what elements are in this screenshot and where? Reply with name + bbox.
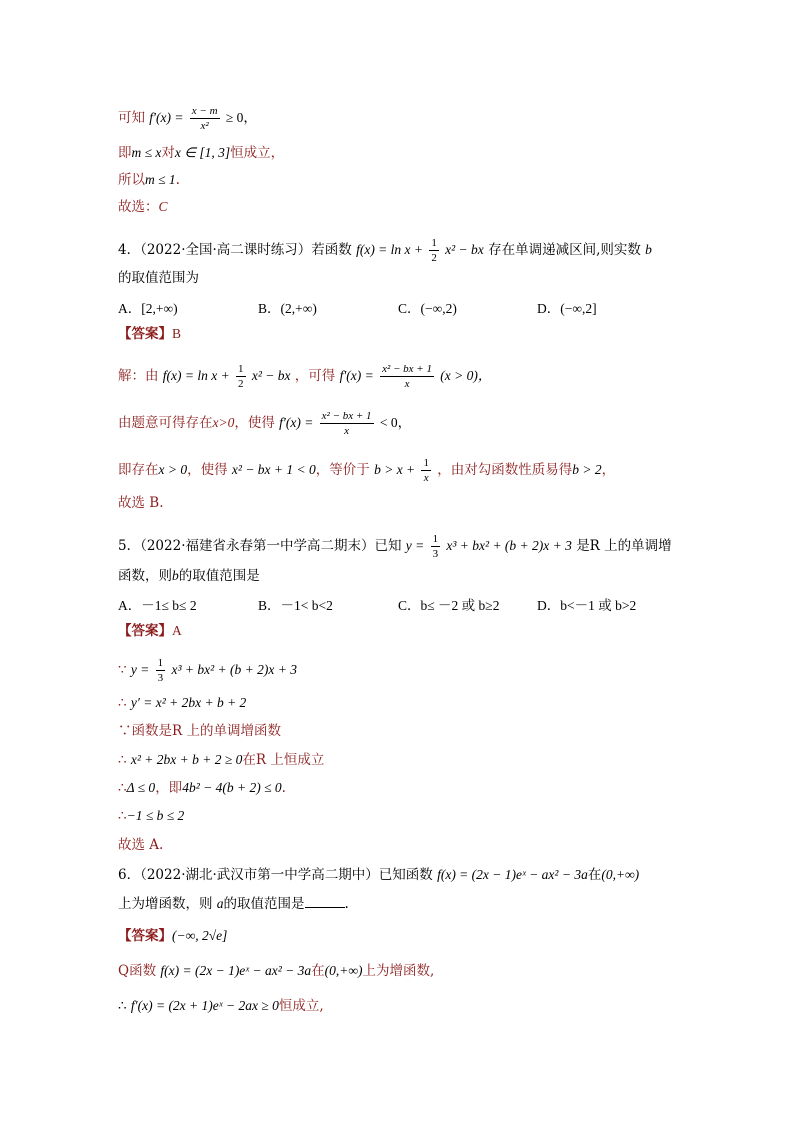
numerator: 1 bbox=[423, 457, 429, 469]
q5-stem bbox=[118, 532, 672, 561]
math: f′(x) = (2x + 1)eˣ − 2ax ≥ 0 bbox=[130, 998, 279, 1013]
denominator: x bbox=[423, 472, 429, 484]
q4-answer bbox=[118, 324, 181, 344]
q5-choice: 故选 A. bbox=[118, 837, 164, 853]
q4-solution-1 bbox=[118, 362, 491, 391]
numerator: 1 bbox=[157, 657, 164, 669]
q4-choice: 故选 B. bbox=[118, 495, 164, 511]
q5-option-d: D．b<－1 或 b>2 bbox=[537, 598, 637, 613]
fraction bbox=[380, 362, 434, 391]
math: Δ ≤ 0 bbox=[126, 780, 156, 795]
conclusion-line bbox=[118, 170, 180, 190]
numerator: 1 bbox=[238, 363, 244, 375]
q5-solution-5 bbox=[118, 778, 286, 798]
answer-value: B bbox=[172, 326, 182, 341]
math: x>0 bbox=[212, 415, 235, 430]
math: < 0， bbox=[379, 415, 412, 430]
text: ，可得 bbox=[294, 368, 336, 384]
choice: C bbox=[158, 199, 168, 214]
text: 即 bbox=[118, 145, 132, 161]
q5-solution-3: ∵函数是R 上的单调增函数 bbox=[118, 723, 281, 739]
text: . bbox=[281, 780, 286, 796]
text: Q函数 bbox=[118, 963, 157, 979]
text: 的取值范围是 bbox=[223, 896, 305, 912]
math: x² + 2bx + b + 2 ≥ 0 bbox=[130, 752, 243, 767]
denominator: x² bbox=[200, 120, 209, 132]
q4-stem bbox=[118, 236, 652, 265]
denominator: 3 bbox=[432, 548, 439, 560]
text: 的取值范围为 bbox=[118, 270, 199, 286]
q4-solution-3 bbox=[118, 456, 615, 485]
q4-option-a: A．[2,+∞) bbox=[118, 301, 178, 316]
math: ≥ 0， bbox=[225, 110, 257, 125]
q4-option-d: D．(−∞,2] bbox=[537, 301, 597, 316]
text: . bbox=[175, 172, 180, 188]
q5-solution-6 bbox=[118, 806, 184, 826]
q6-stem-cont bbox=[118, 894, 349, 914]
text: 对 bbox=[161, 145, 175, 161]
text: ，由对勾函数性质易得 bbox=[437, 462, 573, 478]
text: 所以 bbox=[118, 172, 145, 188]
text: 解：由 bbox=[118, 368, 159, 384]
text: 可知 bbox=[118, 110, 145, 126]
text: 存在单调递减区间,则实数 bbox=[488, 242, 641, 258]
text: 在 bbox=[311, 963, 325, 979]
text: 故选： bbox=[118, 199, 159, 215]
q5-answer bbox=[118, 621, 182, 641]
denominator: x bbox=[404, 378, 410, 390]
choice-line bbox=[118, 197, 168, 217]
answer-blank bbox=[305, 895, 345, 908]
text: ，使得 bbox=[187, 462, 228, 478]
denominator: 2 bbox=[431, 252, 437, 264]
text: 在R 上恒成立 bbox=[242, 752, 325, 768]
text: 5．（2022·福建省永春第一中学高二期末）已知 bbox=[118, 538, 402, 554]
math: f′(x) = bbox=[279, 415, 314, 430]
q5-solution-1 bbox=[118, 656, 297, 685]
answer-label: 【答案】 bbox=[118, 623, 172, 639]
numerator: x² − bx + 1 bbox=[321, 410, 372, 422]
math: b bbox=[645, 242, 652, 257]
q5-stem-cont bbox=[118, 566, 260, 586]
q4-solution-2 bbox=[118, 409, 411, 438]
q4-option-b: B．(2,+∞) bbox=[258, 301, 317, 316]
math: x² − bx + 1 < 0 bbox=[231, 462, 316, 477]
fraction bbox=[431, 532, 441, 561]
q4-option-c: C．(−∞,2) bbox=[398, 301, 457, 316]
math: 4b² − 4(b + 2) ≤ 0 bbox=[182, 780, 282, 795]
math: x³ + bx² + (b + 2)x + 3 bbox=[446, 538, 572, 553]
derivative-line bbox=[118, 104, 257, 133]
text: 由题意可得存在 bbox=[118, 415, 213, 431]
text: 6．（2022·湖北·武汉市第一中学高二期中）已知函数 bbox=[118, 867, 433, 883]
q5-solution-2 bbox=[118, 693, 246, 713]
text: 4．（2022·全国·高二课时练习）若函数 bbox=[118, 242, 352, 258]
q6-answer bbox=[118, 926, 227, 946]
fraction bbox=[156, 656, 166, 685]
q4-stem-cont bbox=[118, 268, 199, 288]
text: ∴ bbox=[118, 695, 127, 711]
text: ， bbox=[601, 462, 616, 478]
math: x > 0 bbox=[158, 462, 188, 477]
numerator: x − m bbox=[191, 105, 218, 117]
fraction bbox=[429, 236, 439, 265]
text: ，使得 bbox=[234, 415, 275, 431]
q6-solution-2 bbox=[118, 996, 324, 1016]
denominator: 2 bbox=[238, 378, 244, 390]
answer-value: A bbox=[172, 623, 182, 638]
denominator: x bbox=[344, 425, 350, 437]
math: x² − bx bbox=[445, 242, 484, 257]
math: f(x) = (2x − 1)eˣ − ax² − 3a bbox=[437, 867, 588, 882]
text: 函数，则 bbox=[118, 568, 172, 584]
math: y′ = x² + 2bx + b + 2 bbox=[130, 695, 247, 710]
math: x² − bx bbox=[251, 368, 291, 383]
numerator: 1 bbox=[431, 237, 437, 249]
fraction bbox=[421, 456, 431, 485]
math: b > 2 bbox=[572, 462, 602, 477]
text: 恒成立, bbox=[278, 998, 324, 1014]
math: x³ + bx² + (b + 2)x + 3 bbox=[171, 662, 297, 677]
math: (x > 0)， bbox=[440, 368, 492, 383]
math: f(x) = ln x + bbox=[356, 242, 424, 257]
text: 上为增函数, bbox=[362, 963, 435, 979]
text: ∴ bbox=[118, 808, 127, 824]
math: (0,+∞) bbox=[601, 867, 640, 882]
text: 的取值范围是 bbox=[178, 568, 260, 584]
denominator: 3 bbox=[157, 672, 164, 684]
condition-line bbox=[118, 143, 284, 163]
q6-stem bbox=[118, 865, 639, 885]
answer-label: 【答案】 bbox=[118, 326, 172, 342]
math: y = bbox=[405, 538, 425, 553]
q5-option-a: A．－1≤ b≤ 2 bbox=[118, 598, 197, 613]
fraction bbox=[320, 409, 374, 438]
q6-solution-1 bbox=[118, 961, 434, 981]
text: ∴ bbox=[118, 752, 127, 768]
math: b > x + bbox=[374, 462, 416, 477]
q5-option-c: C．b≤ －2 或 b≥2 bbox=[398, 598, 500, 613]
text: ，即 bbox=[155, 780, 183, 796]
text: 恒成立， bbox=[230, 145, 285, 161]
q5-option-b: B．－1< b<2 bbox=[258, 598, 333, 613]
math: b bbox=[172, 568, 179, 583]
math: f′(x) = bbox=[149, 110, 184, 125]
numerator: 1 bbox=[432, 533, 439, 545]
math: m ≤ 1 bbox=[145, 172, 176, 187]
text: ∵ bbox=[118, 662, 127, 678]
text: . bbox=[344, 896, 349, 912]
math: (0,+∞) bbox=[324, 963, 363, 978]
math: a bbox=[216, 896, 224, 911]
text: 是R 上的单调增 bbox=[576, 538, 672, 554]
answer-label: 【答案】 bbox=[118, 928, 172, 944]
math: f(x) = ln x + bbox=[162, 368, 230, 383]
fraction bbox=[236, 362, 246, 391]
math: f′(x) = bbox=[339, 368, 374, 383]
fraction bbox=[190, 104, 220, 133]
math: f(x) = (2x − 1)eˣ − ax² − 3a bbox=[160, 963, 312, 978]
numerator: x² − bx + 1 bbox=[382, 363, 432, 375]
text: ，等价于 bbox=[315, 462, 370, 478]
answer-value: (−∞, 2√e] bbox=[172, 928, 228, 943]
text: 上为增函数，则 bbox=[118, 896, 213, 912]
math: −1 ≤ b ≤ 2 bbox=[126, 808, 185, 823]
text: 在 bbox=[587, 867, 602, 883]
math: x ∈ [1, 3] bbox=[174, 145, 231, 160]
text: ∴ bbox=[118, 780, 127, 796]
math: y = bbox=[130, 662, 150, 677]
text: ∴ bbox=[118, 998, 127, 1014]
q5-solution-4 bbox=[118, 750, 324, 770]
text: 即存在 bbox=[118, 462, 159, 478]
math: m ≤ x bbox=[131, 145, 162, 160]
